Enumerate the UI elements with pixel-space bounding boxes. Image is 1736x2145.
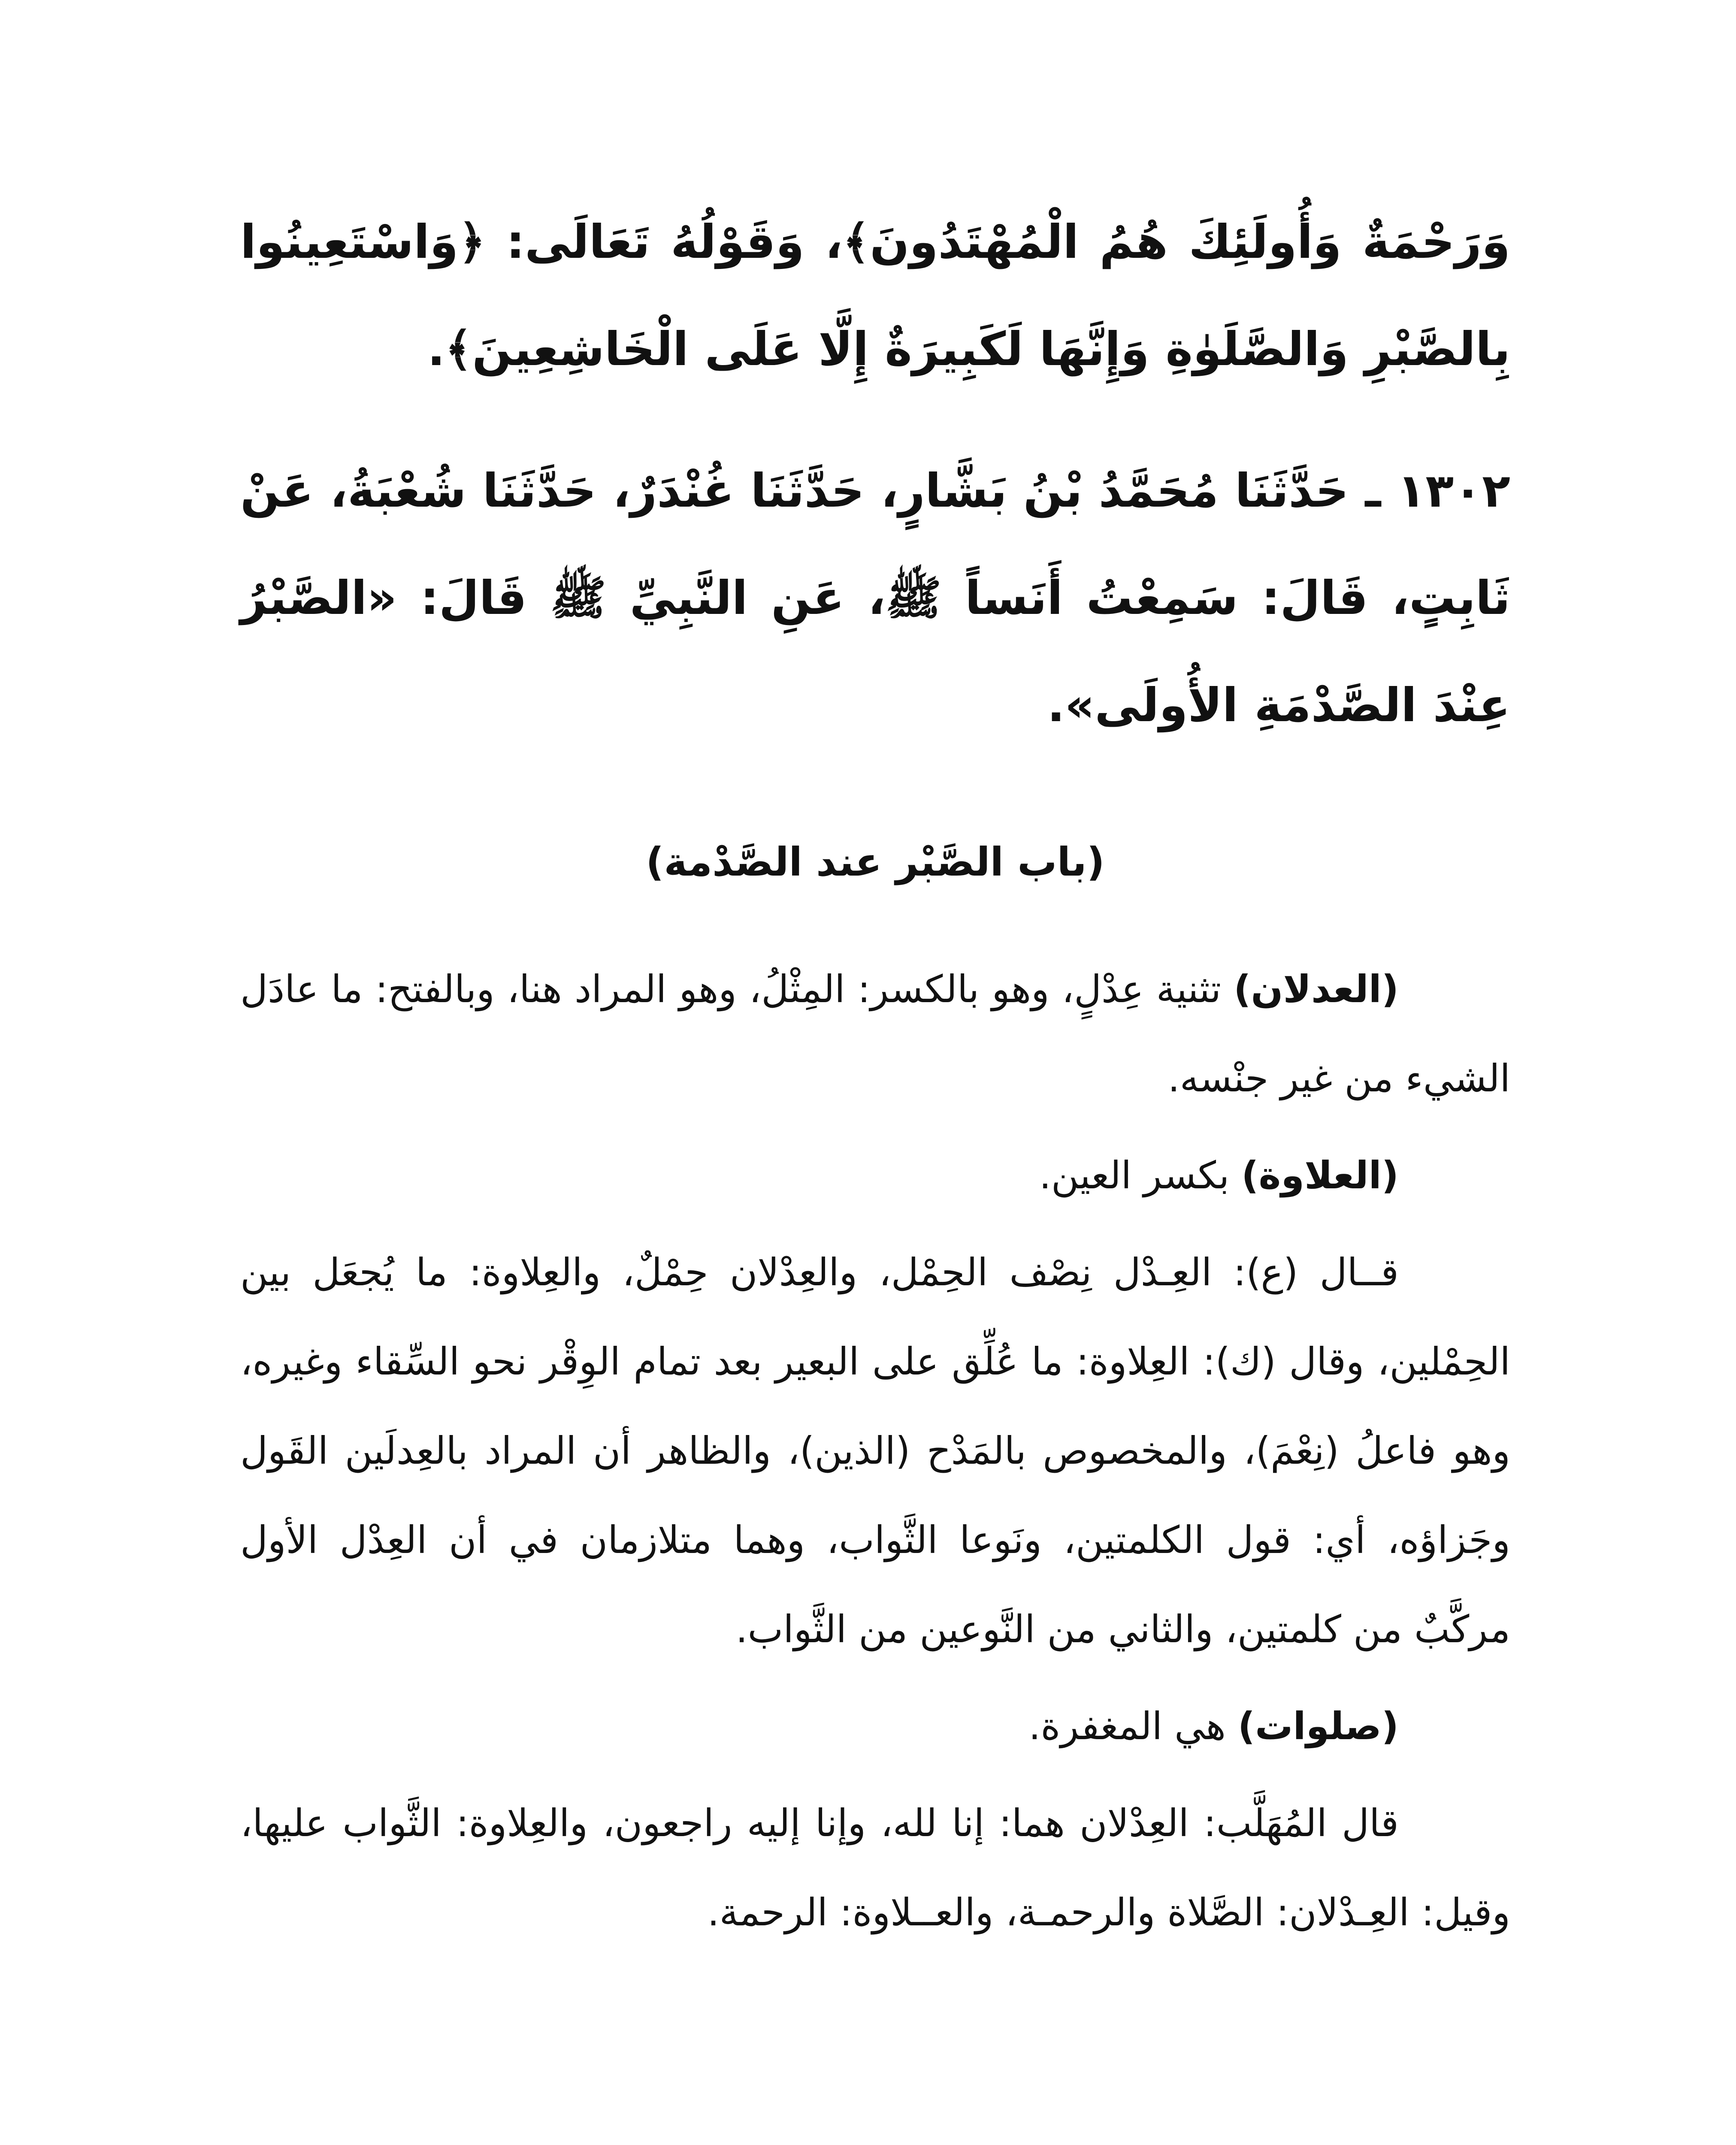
commentary-text: هي المغفرة. — [1028, 1704, 1238, 1748]
commentary-text: قــال (ع): العِـدْل نِصْف الحِمْل، والعِدْلان حِمْلٌ، والعِلاوة: ما يُجعَل بين الحِمْلين، وقال (ك): العِلاوة: ما عُلِّق على البعير بعد تمام الوِقْر نحو السِّقاء وغيره، وهو فاعلُ (نِعْمَ)، والمخصوص بالمَدْح (الذين)، والظاهر أن المراد بالعِدلَين القَول وجَزاؤه، أي: قول الكلمتين، ونَوعا الثَّواب، وهما متلازمان في أن العِدْل الأول مركَّبٌ من كلمتين، والثاني من النَّوعين من الثَّواب. — [240, 1250, 1510, 1651]
commentary-paragraph — [240, 945, 1510, 1123]
chapter-title: (باب الصَّبْر عند الصَّدْمة) — [646, 839, 1105, 885]
quran-passage: وَرَحْمَةٌ وَأُولَئِكَ هُمُ الْمُهْتَدُونَ﴾، وَقَوْلُهُ تَعَالَى: ﴿وَاسْتَعِينُوا بِالصَّبْرِ وَالصَّلَوٰةِ وَإِنَّهَا لَكَبِيرَةٌ إِلَّا عَلَى الْخَاشِعِينَ﴾. — [240, 215, 1510, 376]
commentary-term: (صلوات) — [1237, 1704, 1399, 1748]
commentary-term: (العلاوة) — [1241, 1153, 1399, 1197]
hadith-paragraph — [240, 438, 1510, 759]
commentary-text: قال المُهَلَّب: العِدْلان هما: إنا لله، وإنا إليه راجعون، والعِلاوة: الثَّواب عليها، وقيل: العِـدْلان: الصَّلاة والرحمـة، والعــلاوة: الرحمة. — [240, 1801, 1510, 1934]
commentary-paragraph — [240, 1682, 1510, 1771]
book-page — [240, 189, 1510, 2145]
commentary-paragraph — [240, 1779, 1510, 1957]
hadith-number: ١٣٠٢ — [1397, 464, 1510, 518]
commentary-term: (العدلان) — [1234, 967, 1399, 1011]
commentary-text: تثنية عِدْلٍ، وهو بالكسر: المِثْلُ، وهو المراد هنا، وبالفتح: ما عادَل الشيء من غير جنْسه. — [240, 967, 1510, 1100]
commentary-paragraph — [240, 1131, 1510, 1220]
hadith-text: ـ حَدَّثَنَا مُحَمَّدُ بْنُ بَشَّارٍ، حَدَّثَنَا غُنْدَرٌ، حَدَّثَنَا شُعْبَةُ، عَنْ ثَابِتٍ، قَالَ: سَمِعْتُ أَنَساً ﷺ، عَنِ النَّبِيِّ ﷺ قَالَ: «الصَّبْرُ عِنْدَ الصَّدْمَةِ الأُولَى». — [240, 464, 1510, 732]
commentary-text: بكسر العين. — [1039, 1153, 1242, 1197]
commentary-paragraph — [240, 1228, 1510, 1674]
